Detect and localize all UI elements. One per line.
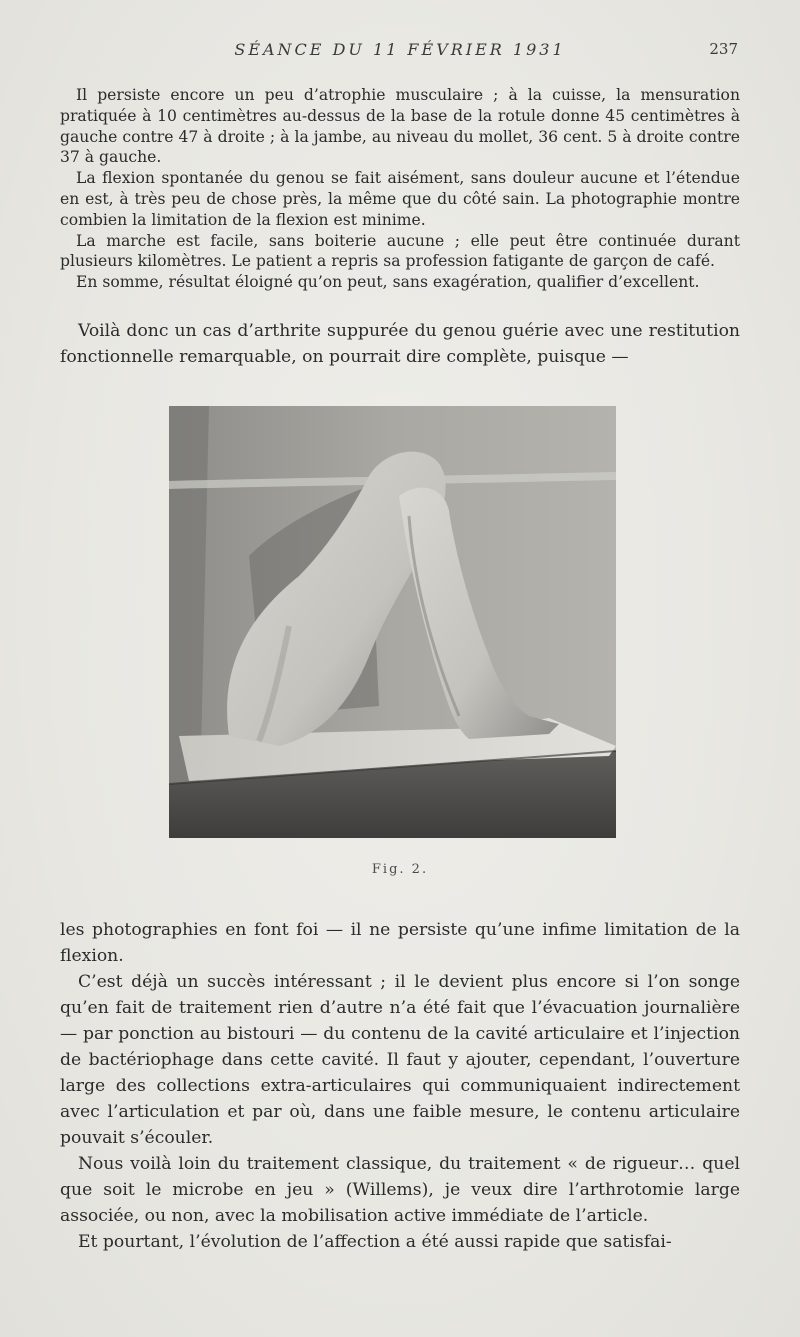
running-head — [0, 40, 800, 64]
text-block-top — [60, 85, 740, 293]
page-number: 237 — [709, 40, 738, 58]
paragraph-atrophy: Il persiste encore un peu d’atrophie musculaire ; à la cuisse, la mensuration pratiquée à 10 centimètres au-dessus de la base de la rotule donne 45 centimètres à gauche contre 47 à droite ; à la jambe, au niveau du mollet, 36 cent. 5 à droite contre 37 à gauche. — [60, 86, 740, 167]
paragraph-evolution: Et pourtant, l’évolution de l’affection a été aussi rapide que satisfai- — [78, 1232, 672, 1252]
paragraph-voila: Voilà donc un cas d’arthrite suppurée du genou guérie avec une restitution fonctionnelle remarquable, on pourrait dire complète, puisque — — [60, 321, 740, 367]
figure-caption: Fig. 2. — [371, 862, 429, 877]
knee-photograph — [169, 406, 616, 838]
paragraph-succes: C’est déjà un succès intéressant ; il le devient plus encore si l’on songe qu’en fait de traitement rien d’autre n’a été fait que l’évacuation journalière — par ponction au bistouri — du contenu de la cavité articulaire et l’injection de bactériophage dans cette cavité. Il faut y ajouter, cependant, l’ouverture large des collections extra-articulaires qui communiquaient indirectement avec l’articulation et par où, dans une faible mesure, le contenu articulaire pouvait s’écouler. — [60, 972, 740, 1148]
paragraph-flexion: La flexion spontanée du genou se fait aisément, sans douleur aucune et l’étendue en est, à très peu de chose près, la même que du côté sain. La photographie montre combien la limitation de la flexion est minime. — [60, 169, 740, 229]
paragraph-resultat: En somme, résultat éloigné qu’on peut, sans exagération, qualifier d’excellent. — [76, 273, 700, 292]
text-block-middle — [60, 318, 740, 370]
running-title: SÉANCE DU 11 FÉVRIER 1931 — [234, 40, 566, 59]
paragraph-continuation: les photographies en font foi — il ne persiste qu’une infime limitation de la flexion. — [60, 920, 740, 966]
text-block-bottom — [60, 917, 740, 1255]
figure-photograph — [169, 406, 616, 838]
paragraph-marche: La marche est facile, sans boiterie aucune ; elle peut être continuée durant plusieurs kilomètres. Le patient a repris sa profession fatigante de garçon de café. — [60, 231, 740, 271]
paragraph-traitement: Nous voilà loin du traitement classique, du traitement « de rigueur… quel que soit le microbe en jeu » (Willems), je veux dire l’arthrotomie large associée, ou non, avec la mobilisation active immédiate de l’article. — [60, 1154, 740, 1226]
